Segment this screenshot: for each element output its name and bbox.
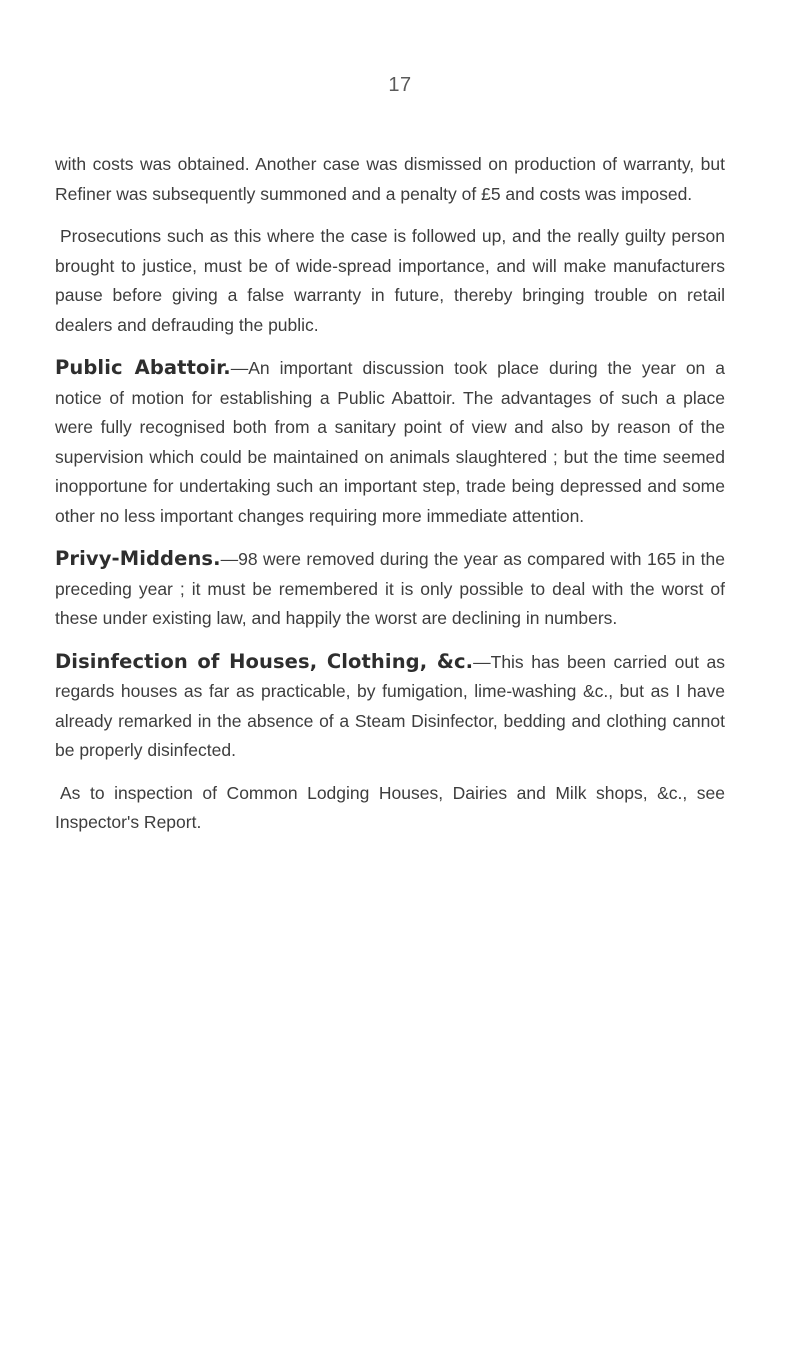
paragraph-privy-middens — [55, 544, 725, 634]
paragraph-text: with costs was obtained. Another case was dismissed on production of warranty, but Refiner was subsequently summoned and a penalty of £5 and costs was imposed. — [55, 154, 725, 204]
paragraph-disinfection — [55, 647, 725, 766]
paragraph-public-abattoir — [55, 353, 725, 531]
paragraph-text: —An important discussion took place during the year on a notice of motion for establishing a Public Abattoir. The advantages of such a place were fully recognised both from a sanitary point of view and also by reason of the supervision which could be maintained on animals slaughtered ; but the time seemed inopportune for undertaking such an important step, trade being depressed and some other no less important changes requiring more immediate attention. — [55, 358, 725, 526]
paragraph-text: —98 were removed during the year as compared with 165 in the preceding year ; it must be remembered it is only possible to deal with the worst of these under existing law, and happily the worst are declining in numbers. — [55, 549, 725, 628]
page-number: 17 — [388, 74, 412, 96]
paragraph-prosecutions — [55, 222, 725, 340]
page-body — [55, 150, 725, 838]
paragraph-warranty-outcome — [55, 150, 725, 209]
paragraph-text: As to inspection of Common Lodging Houses, Dairies and Milk shops, &c., see Inspector's Report. — [55, 782, 725, 832]
section-heading-disinfection: Disinfection of Houses, Clothing, &c. — [55, 649, 474, 673]
paragraph-text: —This has been carried out as regards houses as far as practicable, by fumigation, lime-washing &c., but as I have already remarked in the absence of a Steam Disinfector, bedding and clothing cannot be properly disinfected. — [55, 651, 725, 760]
section-heading-public-abattoir: Public Abattoir. — [55, 356, 231, 379]
section-heading-privy-middens: Privy-Middens. — [55, 547, 221, 570]
paragraph-text: Prosecutions such as this where the case is followed up, and the really guilty person brought to justice, must be of wide-spread importance, and will make manufacturers pause before giving a false warranty in future, thereby bringing trouble on retail dealers and defrauding the public. — [55, 226, 725, 335]
paragraph-inspection-reference — [55, 779, 725, 838]
